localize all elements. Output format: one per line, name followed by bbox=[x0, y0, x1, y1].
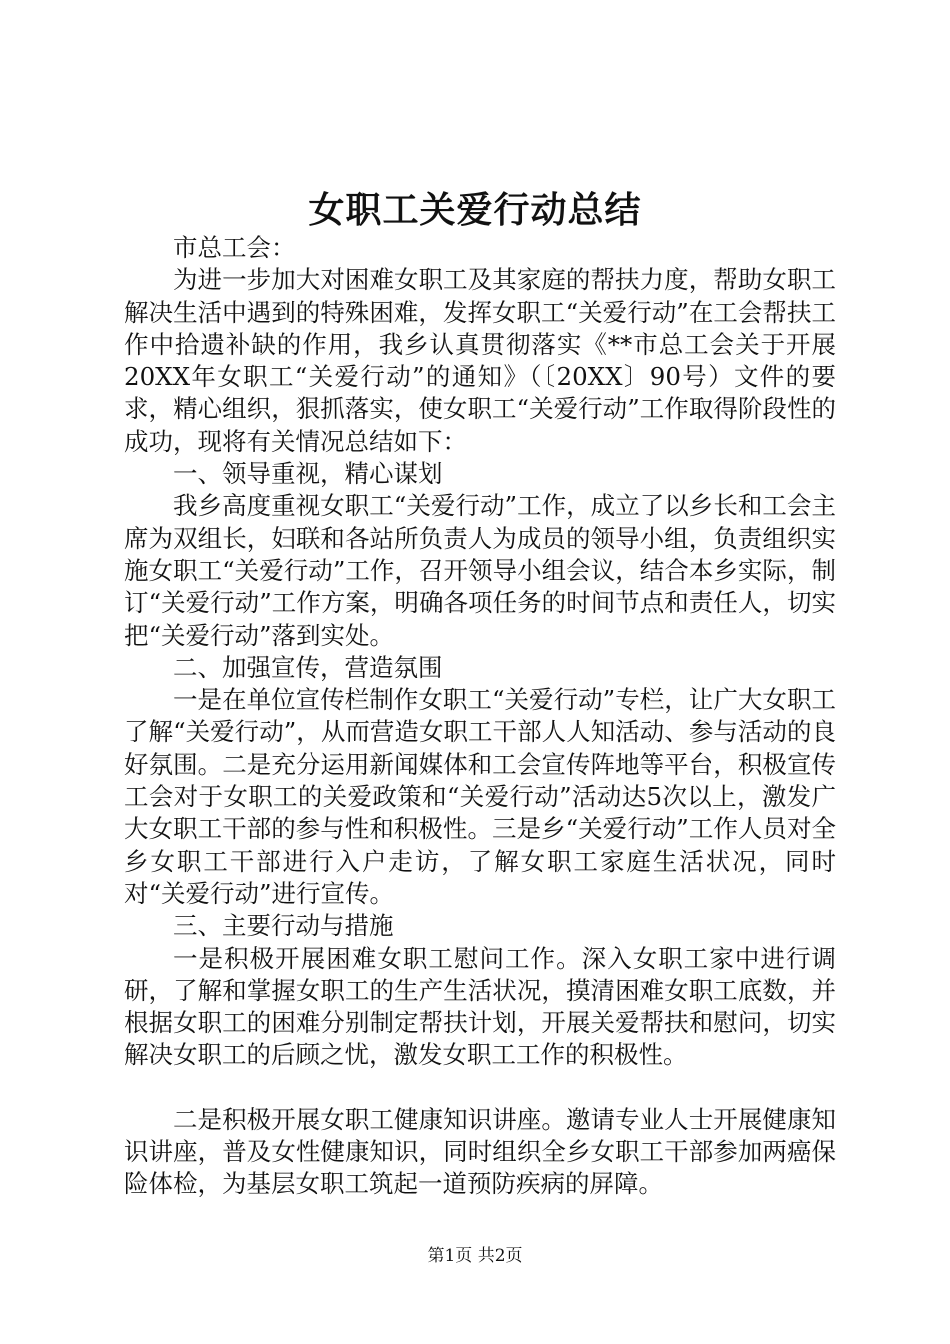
document-body bbox=[124, 232, 836, 1201]
section-paragraph-2: 一是在单位宣传栏制作女职工“关爱行动”专栏，让广大女职工了解“关爱行动”，从而营造女职工干部人人知活动、参与活动的良好氛围。二是充分运用新闻媒体和工会宣传阵地等平台，积极宣传工会对于女职工的关爱政策和“关爱行动”活动达5次以上，激发广大女职工干部的参与性和积极性。三是乡“关爱行动”工作人员对全乡女职工干部进行入户走访，了解女职工家庭生活状况，同时对“关爱行动”进行宣传。 bbox=[124, 685, 836, 908]
section-paragraph-3a: 一是积极开展困难女职工慰问工作。深入女职工家中进行调研，了解和掌握女职工的生产生活状况，摸清困难女职工底数，并根据女职工的困难分别制定帮扶计划，开展关爱帮扶和慰问，切实解决女职工的后顾之忧，激发女职工工作的积极性。 bbox=[124, 943, 836, 1070]
section-paragraph-1: 我乡高度重视女职工“关爱行动”工作，成立了以乡长和工会主席为双组长，妇联和各站所负责人为成员的领导小组，负责组织实施女职工“关爱行动”工作，召开领导小组会议，结合本乡实际，制订“关爱行动”工作方案，明确各项任务的时间节点和责任人，切实把“关爱行动”落到实处。 bbox=[124, 491, 836, 650]
salutation: 市总工会： bbox=[173, 233, 296, 262]
section-paragraph-3b: 二是积极开展女职工健康知识讲座。邀请专业人士开展健康知识讲座，普及女性健康知识，同时组织全乡女职工干部参加两癌保险体检，为基层女职工筑起一道预防疾病的屏障。 bbox=[124, 1104, 836, 1199]
section-heading-3: 三、主要行动与措施 bbox=[173, 911, 394, 941]
section-heading-2: 二、加强宣传，营造氛围 bbox=[173, 652, 443, 682]
page-number: 第1页 共2页 bbox=[427, 1246, 523, 1266]
section-heading-1: 一、领导重视，精心谋划 bbox=[173, 459, 443, 489]
document-title: 女职工关爱行动总结 bbox=[308, 189, 642, 231]
intro-paragraph: 为进一步加大对困难女职工及其家庭的帮扶力度，帮助女职工解决生活中遇到的特殊困难，发挥女职工“关爱行动”在工会帮扶工作中拾遗补缺的作用，我乡认真贯彻落实《**市总工会关于开展20XX年女职工“关爱行动”的通知》（〔20XX〕90号）文件的要求，精心组织，狠抓落实，使女职工“关爱行动”工作取得阶段性的成功，现将有关情况总结如下： bbox=[124, 265, 836, 456]
